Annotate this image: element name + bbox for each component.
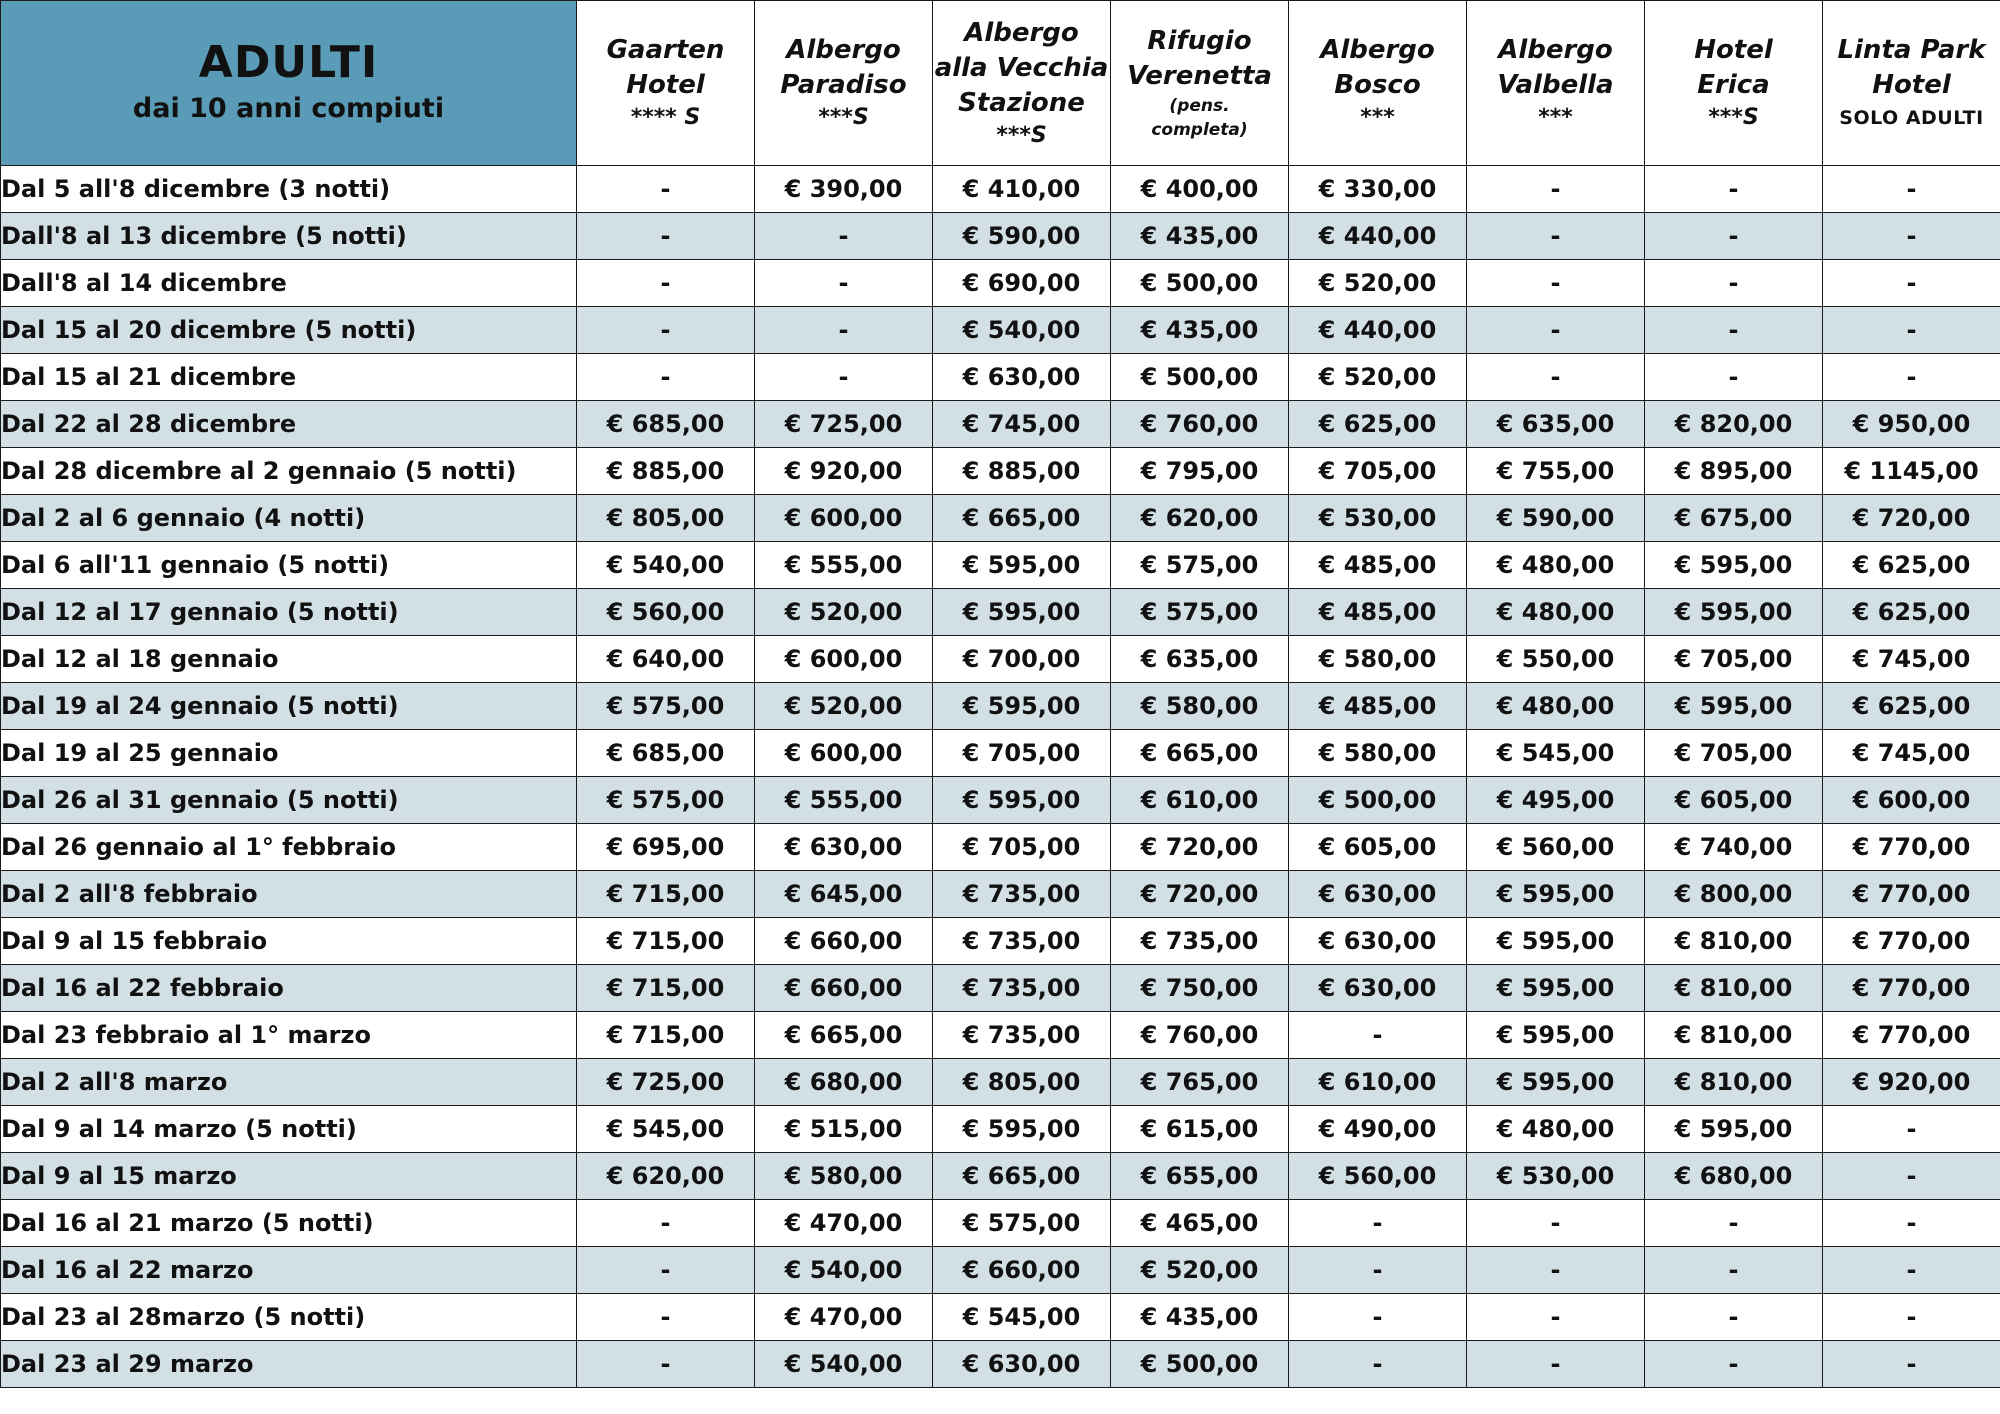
table-row bbox=[1, 401, 2000, 448]
price-cell: € 545,00 bbox=[577, 1106, 755, 1153]
price-cell: € 410,00 bbox=[933, 166, 1111, 213]
price-cell: € 745,00 bbox=[933, 401, 1111, 448]
price-cell: - bbox=[577, 1200, 755, 1247]
hotel-category: SOLO ADULTI bbox=[1839, 107, 1984, 129]
price-cell: € 615,00 bbox=[1111, 1106, 1289, 1153]
period-cell: Dall'8 al 14 dicembre bbox=[1, 260, 577, 307]
period-cell: Dal 9 al 15 febbraio bbox=[1, 918, 577, 965]
period-cell: Dal 12 al 17 gennaio (5 notti) bbox=[1, 589, 577, 636]
price-cell: € 595,00 bbox=[1467, 1012, 1645, 1059]
price-cell: € 515,00 bbox=[755, 1106, 933, 1153]
price-cell: € 765,00 bbox=[1111, 1059, 1289, 1106]
hotel-name-line: Hotel bbox=[1694, 35, 1773, 65]
price-cell: € 470,00 bbox=[755, 1200, 933, 1247]
price-cell: - bbox=[1645, 1247, 1823, 1294]
price-cell: € 470,00 bbox=[755, 1294, 933, 1341]
price-cell: - bbox=[577, 213, 755, 260]
period-cell: Dal 19 al 25 gennaio bbox=[1, 730, 577, 777]
hotel-category: **** S bbox=[630, 105, 701, 130]
price-cell: € 770,00 bbox=[1823, 965, 2000, 1012]
period-cell: Dal 23 febbraio al 1° marzo bbox=[1, 1012, 577, 1059]
price-cell: € 770,00 bbox=[1823, 824, 2000, 871]
hotel-category: *** bbox=[1538, 105, 1573, 130]
price-cell: € 540,00 bbox=[755, 1247, 933, 1294]
table-row bbox=[1, 871, 2000, 918]
price-cell: € 675,00 bbox=[1645, 495, 1823, 542]
hotel-category: ***S bbox=[818, 105, 869, 130]
table-subtitle: dai 10 anni compiuti bbox=[132, 93, 445, 124]
price-cell: € 590,00 bbox=[1467, 495, 1645, 542]
price-cell: - bbox=[1289, 1200, 1467, 1247]
price-cell: € 1145,00 bbox=[1823, 448, 2000, 495]
price-cell: € 715,00 bbox=[577, 965, 755, 1012]
price-cell: € 720,00 bbox=[1823, 495, 2000, 542]
price-cell: € 580,00 bbox=[1289, 636, 1467, 683]
price-cell: € 595,00 bbox=[1467, 1059, 1645, 1106]
period-cell: Dal 28 dicembre al 2 gennaio (5 notti) bbox=[1, 448, 577, 495]
price-cell: € 680,00 bbox=[1645, 1153, 1823, 1200]
price-cell: € 660,00 bbox=[755, 965, 933, 1012]
price-cell: € 440,00 bbox=[1289, 213, 1467, 260]
price-cell: € 625,00 bbox=[1289, 401, 1467, 448]
price-cell: € 950,00 bbox=[1823, 401, 2000, 448]
price-cell: - bbox=[1467, 354, 1645, 401]
price-cell: € 435,00 bbox=[1111, 1294, 1289, 1341]
table-title-cell bbox=[1, 1, 577, 166]
price-cell: € 885,00 bbox=[933, 448, 1111, 495]
price-cell: € 800,00 bbox=[1645, 871, 1823, 918]
price-cell: € 755,00 bbox=[1467, 448, 1645, 495]
price-cell: € 735,00 bbox=[933, 918, 1111, 965]
table-row bbox=[1, 1294, 2000, 1341]
hotel-name-line: Stazione bbox=[958, 87, 1085, 118]
price-cell: € 640,00 bbox=[577, 636, 755, 683]
price-cell: € 745,00 bbox=[1823, 730, 2000, 777]
hotel-name-line: Albergo bbox=[1498, 35, 1613, 65]
price-cell: € 595,00 bbox=[933, 683, 1111, 730]
price-cell: - bbox=[1645, 354, 1823, 401]
period-cell: Dal 16 al 22 febbraio bbox=[1, 965, 577, 1012]
hotel-name-line: Albergo bbox=[964, 17, 1079, 48]
hotel-note: completa) bbox=[1151, 120, 1248, 140]
price-cell: € 530,00 bbox=[1289, 495, 1467, 542]
price-cell: € 500,00 bbox=[1289, 777, 1467, 824]
period-cell: Dal 15 al 21 dicembre bbox=[1, 354, 577, 401]
table-row bbox=[1, 166, 2000, 213]
hotel-header-1 bbox=[577, 1, 755, 166]
price-cell: € 680,00 bbox=[755, 1059, 933, 1106]
table-row bbox=[1, 260, 2000, 307]
table-row bbox=[1, 307, 2000, 354]
price-cell: € 600,00 bbox=[1823, 777, 2000, 824]
table-header-row bbox=[1, 1, 2000, 166]
price-cell: € 705,00 bbox=[1645, 730, 1823, 777]
price-cell: € 920,00 bbox=[755, 448, 933, 495]
table-title: ADULTI bbox=[198, 37, 379, 88]
price-cell: € 540,00 bbox=[577, 542, 755, 589]
price-cell: - bbox=[577, 166, 755, 213]
price-cell: € 885,00 bbox=[577, 448, 755, 495]
price-cell: € 635,00 bbox=[1111, 636, 1289, 683]
price-cell: € 330,00 bbox=[1289, 166, 1467, 213]
table-row bbox=[1, 1153, 2000, 1200]
price-cell: € 485,00 bbox=[1289, 683, 1467, 730]
price-cell: € 490,00 bbox=[1289, 1106, 1467, 1153]
price-cell: € 805,00 bbox=[577, 495, 755, 542]
price-cell: - bbox=[1645, 1341, 1823, 1388]
price-cell: - bbox=[755, 354, 933, 401]
price-cell: € 665,00 bbox=[1111, 730, 1289, 777]
price-cell: € 575,00 bbox=[577, 777, 755, 824]
table-row bbox=[1, 636, 2000, 683]
price-cell: € 550,00 bbox=[1467, 636, 1645, 683]
price-cell: € 500,00 bbox=[1111, 354, 1289, 401]
price-cell: € 595,00 bbox=[933, 777, 1111, 824]
price-cell: € 700,00 bbox=[933, 636, 1111, 683]
price-cell: € 645,00 bbox=[755, 871, 933, 918]
hotel-name-line: Linta Park bbox=[1837, 35, 1986, 65]
price-cell: € 705,00 bbox=[933, 730, 1111, 777]
price-cell: € 720,00 bbox=[1111, 824, 1289, 871]
price-cell: € 610,00 bbox=[1289, 1059, 1467, 1106]
hotel-header-4 bbox=[1111, 1, 1289, 166]
price-cell: € 770,00 bbox=[1823, 918, 2000, 965]
price-cell: € 595,00 bbox=[1467, 871, 1645, 918]
price-cell: € 480,00 bbox=[1467, 683, 1645, 730]
price-cell: € 630,00 bbox=[1289, 871, 1467, 918]
price-cell: € 575,00 bbox=[933, 1200, 1111, 1247]
price-cell: - bbox=[1823, 1153, 2000, 1200]
table-row bbox=[1, 354, 2000, 401]
price-cell: € 620,00 bbox=[577, 1153, 755, 1200]
hotel-name-line: Paradiso bbox=[780, 70, 907, 100]
price-cell: € 605,00 bbox=[1645, 777, 1823, 824]
price-cell: € 810,00 bbox=[1645, 1012, 1823, 1059]
price-cell: - bbox=[1823, 1200, 2000, 1247]
price-cell: - bbox=[1467, 307, 1645, 354]
price-cell: - bbox=[577, 1247, 755, 1294]
price-cell: - bbox=[755, 307, 933, 354]
price-cell: € 795,00 bbox=[1111, 448, 1289, 495]
table-row bbox=[1, 542, 2000, 589]
price-cell: - bbox=[1645, 1200, 1823, 1247]
period-cell: Dal 12 al 18 gennaio bbox=[1, 636, 577, 683]
price-cell: € 805,00 bbox=[933, 1059, 1111, 1106]
price-cell: - bbox=[577, 1341, 755, 1388]
price-cell: € 480,00 bbox=[1467, 542, 1645, 589]
price-cell: - bbox=[1467, 1247, 1645, 1294]
price-cell: € 560,00 bbox=[1467, 824, 1645, 871]
price-cell: € 520,00 bbox=[755, 589, 933, 636]
price-cell: € 520,00 bbox=[755, 683, 933, 730]
price-cell: € 625,00 bbox=[1823, 542, 2000, 589]
price-cell: € 720,00 bbox=[1111, 871, 1289, 918]
table-body bbox=[1, 166, 2000, 1388]
hotel-name-line: Erica bbox=[1697, 70, 1770, 100]
hotel-name-line: Gaarten bbox=[606, 35, 725, 65]
table-row bbox=[1, 1059, 2000, 1106]
price-cell: - bbox=[1467, 213, 1645, 260]
price-cell: € 575,00 bbox=[1111, 589, 1289, 636]
table-row bbox=[1, 1341, 2000, 1388]
period-cell: Dal 26 gennaio al 1° febbraio bbox=[1, 824, 577, 871]
period-cell: Dal 16 al 21 marzo (5 notti) bbox=[1, 1200, 577, 1247]
price-cell: € 595,00 bbox=[1467, 965, 1645, 1012]
table-row bbox=[1, 1106, 2000, 1153]
price-cell: € 810,00 bbox=[1645, 1059, 1823, 1106]
price-cell: € 655,00 bbox=[1111, 1153, 1289, 1200]
price-cell: - bbox=[577, 307, 755, 354]
price-cell: € 610,00 bbox=[1111, 777, 1289, 824]
price-cell: - bbox=[577, 1294, 755, 1341]
price-cell: - bbox=[577, 354, 755, 401]
price-cell: € 705,00 bbox=[933, 824, 1111, 871]
price-cell: € 810,00 bbox=[1645, 965, 1823, 1012]
hotel-name-line: Rifugio bbox=[1147, 26, 1252, 56]
price-cell: € 750,00 bbox=[1111, 965, 1289, 1012]
hotel-header-2 bbox=[755, 1, 933, 166]
period-cell: Dal 19 al 24 gennaio (5 notti) bbox=[1, 683, 577, 730]
price-cell: - bbox=[1467, 260, 1645, 307]
price-cell: € 435,00 bbox=[1111, 307, 1289, 354]
price-cell: - bbox=[1467, 166, 1645, 213]
price-cell: € 595,00 bbox=[1467, 918, 1645, 965]
price-cell: € 690,00 bbox=[933, 260, 1111, 307]
hotel-header-5 bbox=[1289, 1, 1467, 166]
price-cell: € 540,00 bbox=[933, 307, 1111, 354]
price-cell: - bbox=[1823, 1106, 2000, 1153]
price-cell: € 580,00 bbox=[1111, 683, 1289, 730]
price-cell: - bbox=[1823, 354, 2000, 401]
price-cell: € 770,00 bbox=[1823, 1012, 2000, 1059]
price-cell: € 595,00 bbox=[933, 1106, 1111, 1153]
price-cell: € 545,00 bbox=[933, 1294, 1111, 1341]
price-cell: € 920,00 bbox=[1823, 1059, 2000, 1106]
price-cell: € 630,00 bbox=[933, 1341, 1111, 1388]
hotel-name-line: alla Vecchia bbox=[934, 52, 1109, 83]
price-cell: € 735,00 bbox=[933, 965, 1111, 1012]
table-row bbox=[1, 918, 2000, 965]
price-cell: - bbox=[1289, 1012, 1467, 1059]
price-cell: € 595,00 bbox=[933, 589, 1111, 636]
price-cell: € 485,00 bbox=[1289, 589, 1467, 636]
price-cell: € 545,00 bbox=[1467, 730, 1645, 777]
table-row bbox=[1, 965, 2000, 1012]
price-cell: € 630,00 bbox=[933, 354, 1111, 401]
price-cell: € 555,00 bbox=[755, 777, 933, 824]
table-row bbox=[1, 730, 2000, 777]
price-cell: € 735,00 bbox=[933, 1012, 1111, 1059]
period-cell: Dal 16 al 22 marzo bbox=[1, 1247, 577, 1294]
hotel-header-8 bbox=[1823, 1, 2000, 166]
price-cell: € 520,00 bbox=[1289, 260, 1467, 307]
price-cell: € 715,00 bbox=[577, 918, 755, 965]
price-cell: € 735,00 bbox=[1111, 918, 1289, 965]
price-cell: € 630,00 bbox=[755, 824, 933, 871]
price-cell: € 605,00 bbox=[1289, 824, 1467, 871]
price-cell: € 600,00 bbox=[755, 636, 933, 683]
price-cell: € 725,00 bbox=[755, 401, 933, 448]
hotel-header-3 bbox=[933, 1, 1111, 166]
price-cell: € 595,00 bbox=[1645, 1106, 1823, 1153]
hotel-name-line: Verenetta bbox=[1127, 61, 1272, 91]
price-cell: € 660,00 bbox=[933, 1247, 1111, 1294]
period-cell: Dal 22 al 28 dicembre bbox=[1, 401, 577, 448]
price-cell: € 660,00 bbox=[755, 918, 933, 965]
price-cell: € 630,00 bbox=[1289, 918, 1467, 965]
price-cell: - bbox=[1823, 307, 2000, 354]
period-cell: Dal 15 al 20 dicembre (5 notti) bbox=[1, 307, 577, 354]
price-cell: € 500,00 bbox=[1111, 1341, 1289, 1388]
price-cell: € 595,00 bbox=[933, 542, 1111, 589]
table-row bbox=[1, 213, 2000, 260]
period-cell: Dal 6 all'11 gennaio (5 notti) bbox=[1, 542, 577, 589]
price-cell: € 600,00 bbox=[755, 730, 933, 777]
hotel-header-7 bbox=[1645, 1, 1823, 166]
price-cell: - bbox=[1645, 307, 1823, 354]
hotel-note: (pens. bbox=[1169, 96, 1230, 116]
price-cell: € 580,00 bbox=[755, 1153, 933, 1200]
price-cell: € 595,00 bbox=[1645, 589, 1823, 636]
price-cell: € 575,00 bbox=[1111, 542, 1289, 589]
price-cell: € 895,00 bbox=[1645, 448, 1823, 495]
period-cell: Dal 2 al 6 gennaio (4 notti) bbox=[1, 495, 577, 542]
price-cell: € 620,00 bbox=[1111, 495, 1289, 542]
price-cell: € 810,00 bbox=[1645, 918, 1823, 965]
price-cell: € 625,00 bbox=[1823, 683, 2000, 730]
price-cell: € 465,00 bbox=[1111, 1200, 1289, 1247]
price-cell: - bbox=[1645, 260, 1823, 307]
price-cell: - bbox=[1289, 1247, 1467, 1294]
price-cell: € 705,00 bbox=[1289, 448, 1467, 495]
period-cell: Dal 5 all'8 dicembre (3 notti) bbox=[1, 166, 577, 213]
period-cell: Dal 23 al 29 marzo bbox=[1, 1341, 577, 1388]
price-cell: € 390,00 bbox=[755, 166, 933, 213]
price-cell: - bbox=[1289, 1294, 1467, 1341]
price-cell: € 635,00 bbox=[1467, 401, 1645, 448]
period-cell: Dal 23 al 28marzo (5 notti) bbox=[1, 1294, 577, 1341]
price-cell: - bbox=[1823, 1247, 2000, 1294]
price-cell: € 435,00 bbox=[1111, 213, 1289, 260]
price-cell: € 685,00 bbox=[577, 401, 755, 448]
price-cell: € 560,00 bbox=[577, 589, 755, 636]
price-cell: € 630,00 bbox=[1289, 965, 1467, 1012]
price-cell: € 555,00 bbox=[755, 542, 933, 589]
table-row bbox=[1, 495, 2000, 542]
price-cell: - bbox=[1645, 1294, 1823, 1341]
price-cell: - bbox=[1823, 213, 2000, 260]
table-row bbox=[1, 1200, 2000, 1247]
price-cell: - bbox=[1467, 1200, 1645, 1247]
price-cell: € 485,00 bbox=[1289, 542, 1467, 589]
price-cell: € 665,00 bbox=[755, 1012, 933, 1059]
price-cell: € 625,00 bbox=[1823, 589, 2000, 636]
hotel-name-line: Albergo bbox=[786, 35, 901, 65]
price-cell: € 715,00 bbox=[577, 1012, 755, 1059]
price-cell: € 685,00 bbox=[577, 730, 755, 777]
price-cell: - bbox=[1823, 1341, 2000, 1388]
table-row bbox=[1, 824, 2000, 871]
price-cell: € 695,00 bbox=[577, 824, 755, 871]
price-cell: € 500,00 bbox=[1111, 260, 1289, 307]
price-cell: - bbox=[1823, 1294, 2000, 1341]
period-cell: Dall'8 al 13 dicembre (5 notti) bbox=[1, 213, 577, 260]
price-cell: € 725,00 bbox=[577, 1059, 755, 1106]
price-cell: € 665,00 bbox=[933, 1153, 1111, 1200]
table-row bbox=[1, 589, 2000, 636]
price-cell: € 665,00 bbox=[933, 495, 1111, 542]
table-row bbox=[1, 683, 2000, 730]
period-cell: Dal 2 all'8 febbraio bbox=[1, 871, 577, 918]
price-cell: € 580,00 bbox=[1289, 730, 1467, 777]
price-cell: € 760,00 bbox=[1111, 401, 1289, 448]
hotel-category: *** bbox=[1360, 105, 1395, 130]
price-cell: € 740,00 bbox=[1645, 824, 1823, 871]
hotel-header-6 bbox=[1467, 1, 1645, 166]
price-cell: € 595,00 bbox=[1645, 683, 1823, 730]
hotel-category: ***S bbox=[996, 122, 1047, 148]
period-cell: Dal 26 al 31 gennaio (5 notti) bbox=[1, 777, 577, 824]
price-cell: € 715,00 bbox=[577, 871, 755, 918]
hotel-category: ***S bbox=[1708, 105, 1759, 130]
price-cell: - bbox=[1467, 1294, 1645, 1341]
price-cell: - bbox=[755, 260, 933, 307]
hotel-name-line: Albergo bbox=[1320, 35, 1435, 65]
price-cell: - bbox=[577, 260, 755, 307]
hotel-name-line: Hotel bbox=[626, 70, 705, 100]
price-cell: € 575,00 bbox=[577, 683, 755, 730]
price-cell: - bbox=[1289, 1341, 1467, 1388]
table-row bbox=[1, 1012, 2000, 1059]
hotel-name-line: Valbella bbox=[1497, 70, 1614, 100]
price-cell: € 735,00 bbox=[933, 871, 1111, 918]
price-cell: € 595,00 bbox=[1645, 542, 1823, 589]
price-cell: € 495,00 bbox=[1467, 777, 1645, 824]
price-cell: € 760,00 bbox=[1111, 1012, 1289, 1059]
price-cell: € 480,00 bbox=[1467, 1106, 1645, 1153]
price-cell: € 820,00 bbox=[1645, 401, 1823, 448]
price-cell: € 440,00 bbox=[1289, 307, 1467, 354]
price-cell: - bbox=[1645, 213, 1823, 260]
price-cell: € 400,00 bbox=[1111, 166, 1289, 213]
price-cell: - bbox=[1467, 1341, 1645, 1388]
price-cell: € 520,00 bbox=[1111, 1247, 1289, 1294]
price-cell: € 745,00 bbox=[1823, 636, 2000, 683]
table-row bbox=[1, 1247, 2000, 1294]
price-cell: € 560,00 bbox=[1289, 1153, 1467, 1200]
price-cell: € 600,00 bbox=[755, 495, 933, 542]
price-cell: € 520,00 bbox=[1289, 354, 1467, 401]
price-cell: € 705,00 bbox=[1645, 636, 1823, 683]
price-cell: € 540,00 bbox=[755, 1341, 933, 1388]
hotel-name-line: Hotel bbox=[1872, 70, 1951, 100]
price-cell: € 590,00 bbox=[933, 213, 1111, 260]
price-cell: € 770,00 bbox=[1823, 871, 2000, 918]
price-cell: - bbox=[1823, 260, 2000, 307]
price-cell: - bbox=[1823, 166, 2000, 213]
table-row bbox=[1, 777, 2000, 824]
period-cell: Dal 9 al 14 marzo (5 notti) bbox=[1, 1106, 577, 1153]
hotel-name-line: Bosco bbox=[1334, 70, 1421, 100]
price-cell: - bbox=[1645, 166, 1823, 213]
price-cell: € 480,00 bbox=[1467, 589, 1645, 636]
price-cell: - bbox=[755, 213, 933, 260]
period-cell: Dal 2 all'8 marzo bbox=[1, 1059, 577, 1106]
price-cell: € 530,00 bbox=[1467, 1153, 1645, 1200]
period-cell: Dal 9 al 15 marzo bbox=[1, 1153, 577, 1200]
table-row bbox=[1, 448, 2000, 495]
